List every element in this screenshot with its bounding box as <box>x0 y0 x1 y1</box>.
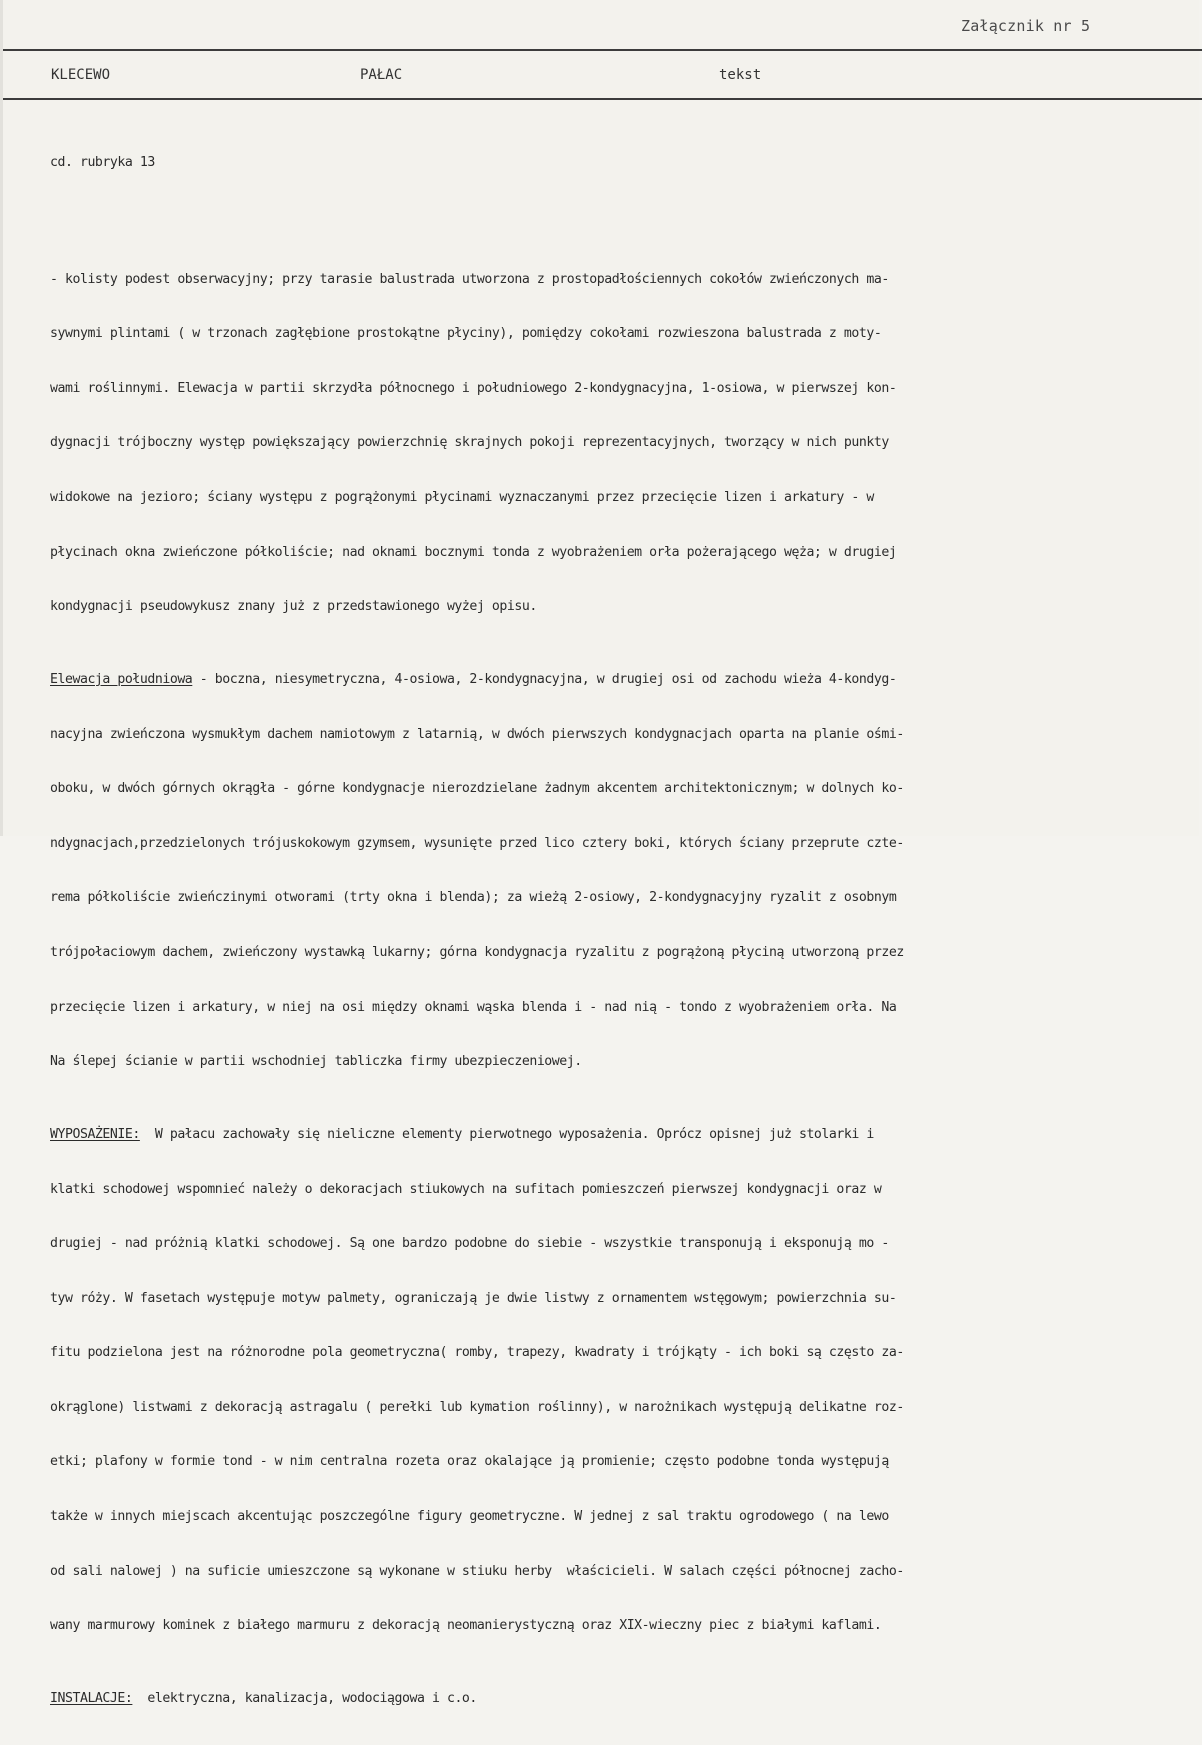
text-line: także w innych miejscach akcentując poszczególne figury geometryczne. W jednej z sal traktu ogrodowego ( na lewo <box>50 1509 889 1525</box>
text-line: oboku, w dwóch górnych okrągła - górne kondygnacje nierozdzielane żadnym akcentem architektonicznym; w dolnych ko- <box>50 781 904 797</box>
text-line: nacyjna zwieńczona wysmukłym dachem namiotowym z latarnią, w dwóch pierwszych kondygnacjach oparta na planie ośmi- <box>50 726 904 742</box>
text-line: Na ślepej ścianie w partii wschodniej tabliczka firmy ubezpieczeniowej. <box>50 1054 582 1070</box>
text-line: dygnacji trójboczny występ powiększający powierzchnię skrajnych pokoji reprezentacyjnych, tworzący w nich punkty <box>50 435 889 451</box>
text-line: klatki schodowej wspomnieć należy o dekoracjach stiukowych na sufitach pomieszczeń pierwszej kondygnacji oraz w <box>50 1181 882 1197</box>
text-line: drugiej - nad próżnią klatki schodowej. Są one bardzo podobne do siebie - wszystkie transponują i eksponują mo - <box>50 1236 889 1252</box>
header-object: PAŁAC <box>360 67 403 83</box>
text-line: płycinach okna zwieńczone półkoliście; nad oknami bocznymi tonda z wyobrażeniem orła pożerającego węża; w drugiej <box>50 544 897 560</box>
text-line: rema półkoliście zwieńczinymi otworami (trty okna i blenda); za wieżą 2-osiowy, 2-kondygnacyjny ryzalit z osobnym <box>50 890 897 906</box>
south-elevation-heading: Elewacja południowa <box>50 671 193 687</box>
text-line: od sali nalowej ) na suficie umieszczone są wykonane w stiuku herby właścicieli. W salach części północnej zacho- <box>50 1563 904 1579</box>
text-line: przecięcie lizen i arkatury, w niej na osi między oknami wąska blenda i - nad nią - tondo z wyobrażeniem orła. Na <box>50 999 897 1015</box>
text-line: sywnymi plintami ( w trzonach zagłębione prostokątne płyciny), pomiędzy cokołami rozwieszona balustrada z moty- <box>50 326 882 342</box>
installations-heading: INSTALACJE: <box>50 1691 133 1707</box>
south-elevation-first-line: Elewacja południowa - boczna, niesymetryczna, 4-osiowa, 2-kondygnacyjna, w drugiej osi od zachodu wieża 4-kondyg- <box>50 671 897 687</box>
section-label: cd. rubryka 13 <box>50 155 155 171</box>
annex-label: Załącznik nr 5 <box>961 17 1091 35</box>
installations-line: INSTALACJE: elektryczna, kanalizacja, wodociągowa i c.o. <box>50 1691 477 1707</box>
header-bottom-rule <box>3 98 1202 100</box>
text-line: - kolisty podest obserwacyjny; przy tarasie balustrada utworzona z prostopadłościennych cokołów zwieńczonych ma- <box>50 271 889 287</box>
header-place: KLECEWO <box>51 67 111 83</box>
text-line: kondygnacji pseudowykusz znany już z przedstawionego wyżej opisu. <box>50 599 537 615</box>
text-line: trójpołaciowym dachem, zwieńczony wystawką lukarny; górna kondygnacja ryzalitu z pogrążoną płyciną utworzoną przez <box>50 944 904 960</box>
header-kind: tekst <box>719 67 762 83</box>
text-line: fitu podzielona jest na różnorodne pola geometryczna( romby, trapezy, kwadraty i trójkąty - ich boki są często za- <box>50 1345 904 1361</box>
text-line: tyw róży. W fasetach występuje motyw palmety, ograniczają je dwie listwy z ornamentem wstęgowym; powierzchnia su- <box>50 1290 897 1306</box>
card-text <box>50 118 1190 1745</box>
text-line: wany marmurowy kominek z białego marmuru z dekoracją neomanierystyczną oraz XIX-wieczny piec z białymi kaflami. <box>50 1618 882 1634</box>
text-line: okrąglone) listwami z dekoracją astragalu ( perełki lub kymation roślinny), w narożnikach występują delikatne roz- <box>50 1399 904 1415</box>
equipment-heading: WYPOSAŻENIE: <box>50 1126 140 1142</box>
equipment-first-line: WYPOSAŻENIE: W pałacu zachowały się nieliczne elementy pierwotnego wyposażenia. Oprócz opisnej już stolarki i <box>50 1126 874 1142</box>
header-top-rule <box>3 49 1202 51</box>
text-line: widokowe na jezioro; ściany występu z pogrążonymi płycinami wyznaczanymi przez przecięcie lizen i arkatury - w <box>50 489 874 505</box>
text-line: wami roślinnymi. Elewacja w partii skrzydła północnego i południowego 2-kondygnacyjna, 1-osiowa, w pierwszej kon- <box>50 380 897 396</box>
text-line: ndygnacjach,przedzielonych trójuskokowym gzymsem, wysunięte przed lico cztery boki, których ściany przeprute czte- <box>50 835 904 851</box>
text-line: etki; plafony w formie tond - w nim centralna rozeta oraz okalające ją promienie; często podobne tonda występują <box>50 1454 889 1470</box>
